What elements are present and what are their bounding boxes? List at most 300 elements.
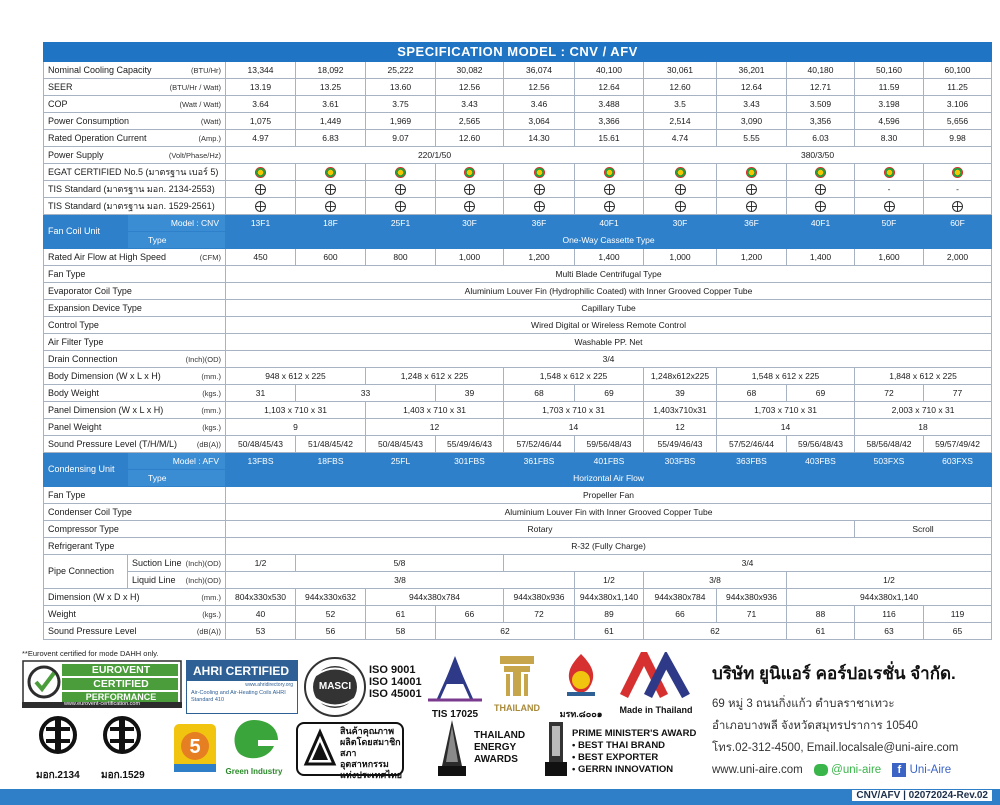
iso-14001: ISO 14001 (369, 676, 422, 688)
condensing-model: 401FBS (575, 453, 644, 470)
row-tis1 (44, 181, 992, 198)
thailand-trusted-text: THAILAND (494, 703, 540, 713)
tis-mark-icon (717, 198, 787, 215)
eurovent-line-1: EUROVENT (91, 664, 151, 676)
value-cell: 6.03 (787, 130, 855, 147)
tis-2134-label: มอก.2134 (36, 770, 80, 781)
value-cell: 3.509 (787, 96, 855, 113)
fancoil-model: 30F (644, 215, 717, 232)
row-label (44, 368, 226, 385)
energy-award-l1: THAILAND (474, 730, 526, 741)
row-pipe-suction (44, 555, 992, 572)
eurovent-line-3: PERFORMANCE (85, 692, 157, 702)
fancoil-model: 36F (717, 215, 787, 232)
label-text: TIS Standard (มาตรฐาน มอก. 2134-2553) (48, 183, 215, 194)
row-egat (44, 164, 992, 181)
thailand-trusted-logo (486, 654, 548, 712)
value-cell: Washable PP. Net (226, 334, 992, 351)
row-condensing-type (44, 470, 992, 487)
condensing-model: 13FBS (226, 453, 296, 470)
value-cell: 944x330x632 (296, 589, 366, 606)
company-facebook-link[interactable]: Uni-Aire (909, 764, 952, 776)
row-soundfc (44, 436, 992, 453)
value-cell: 1,969 (366, 113, 436, 130)
condensing-type-label: Type (128, 470, 226, 487)
label-text: Weight (48, 608, 76, 619)
pm-award-trophy-icon (543, 720, 569, 778)
row-label (44, 79, 226, 96)
value-cell: 65 (924, 623, 992, 640)
value-cell: - (924, 181, 992, 198)
value-cell: 13,344 (226, 62, 296, 79)
label-text: Refrigerant Type (48, 540, 115, 551)
row-label (44, 351, 226, 368)
value-cell: 36,074 (504, 62, 575, 79)
egat-label-icon (366, 164, 436, 181)
value-cell: 14 (504, 419, 644, 436)
tis-mark-icon (855, 198, 924, 215)
value-cell: 1,000 (644, 249, 717, 266)
label-text: Fan Type (48, 268, 86, 279)
value-cell: 2,514 (644, 113, 717, 130)
value-cell: 3.64 (226, 96, 296, 113)
value-cell: 944x380x936 (717, 589, 787, 606)
value-cell: 3.198 (855, 96, 924, 113)
row-control (44, 317, 992, 334)
value-cell: 9.07 (366, 130, 436, 147)
company-address-2: อำเภอบางพลี จังหวัดสมุทรปราการ 10540 (712, 720, 918, 732)
eurovent-line-2: CERTIFIED (93, 678, 149, 690)
value-cell: 55/49/46/43 (644, 436, 717, 453)
company-address-1: 69 หมู่ 3 ถนนกิ่งแก้ว ตำบลราชาเทวะ (712, 698, 895, 710)
label-text: EGAT CERTIFIED No.5 (มาตรฐาน เบอร์ 5) (48, 166, 219, 177)
value-cell: 66 (436, 606, 504, 623)
fancoil-model: 40F1 (575, 215, 644, 232)
row-pipe-liquid (44, 572, 992, 589)
value-cell: 13.19 (226, 79, 296, 96)
unit-text: (kgs.) (202, 422, 221, 432)
unit-text: (mm.) (201, 592, 221, 602)
unit-text: (Watt / Watt) (179, 99, 221, 109)
label-text: Power Consumption (48, 115, 130, 126)
tis-mark-icon (436, 198, 504, 215)
row-paneldim (44, 402, 992, 419)
value-cell: 3.61 (296, 96, 366, 113)
value-cell: 59/57/49/42 (924, 436, 992, 453)
value-cell: 39 (436, 385, 504, 402)
value-cell: 1,403x710x31 (644, 402, 717, 419)
value-cell: 1,703 x 710 x 31 (717, 402, 855, 419)
value-cell: 1,848 x 612 x 225 (855, 368, 992, 385)
row-refrigerant (44, 538, 992, 555)
fti-line-1: สินค้าคุณภาพ (340, 726, 395, 736)
label-text: Rated Operation Current (48, 132, 147, 143)
value-cell: 8.30 (855, 130, 924, 147)
value-cell: 6.83 (296, 130, 366, 147)
green-industry-text: Green Industry (225, 767, 283, 776)
fancoil-type: One-Way Cassette Type (226, 232, 992, 249)
value-cell: 36,201 (717, 62, 787, 79)
value-cell: 1,403 x 710 x 31 (366, 402, 504, 419)
row-bodydim (44, 368, 992, 385)
value-cell: - (855, 181, 924, 198)
condensing-model: 361FBS (504, 453, 575, 470)
condensing-model: 503FXS (855, 453, 924, 470)
unit-text: (mm.) (201, 371, 221, 381)
energy-label-5-icon (170, 722, 220, 774)
value-cell: 55/49/46/43 (436, 436, 504, 453)
row-label (44, 334, 226, 351)
pm-award-item-2: • BEST EXPORTER (572, 752, 659, 763)
value-cell: 9 (226, 419, 366, 436)
condensing-model: 303FBS (644, 453, 717, 470)
unit-text: (mm.) (201, 405, 221, 415)
condensing-type: Horizontal Air Flow (226, 470, 992, 487)
row-cucoil (44, 504, 992, 521)
unit-text: (Volt/Phase/Hz) (168, 150, 221, 160)
row-label (44, 385, 226, 402)
value-cell: 62 (644, 623, 787, 640)
value-cell: 450 (226, 249, 296, 266)
energy-award-l3: AWARDS (474, 754, 518, 765)
condensing-model: 363FBS (717, 453, 787, 470)
unit-text: (BTU/Hr) (191, 65, 221, 75)
value-cell: 14 (717, 419, 855, 436)
value-cell: 600 (296, 249, 366, 266)
value-cell: 800 (366, 249, 436, 266)
ahri-certified-logo (186, 660, 298, 714)
value-cell: 3.106 (924, 96, 992, 113)
label-text: Sound Pressure Level (48, 625, 137, 636)
pm-award-title: PRIME MINISTER'S AWARD (572, 728, 697, 739)
iso-9001: ISO 9001 (369, 664, 416, 676)
row-label (44, 198, 226, 215)
value-cell: 3/4 (504, 555, 992, 572)
company-line-link[interactable]: @uni-aire (831, 764, 882, 776)
fancoil-model: 60F (924, 215, 992, 232)
made-in-thailand-text: Made in Thailand (619, 705, 693, 715)
spec-table (43, 42, 992, 640)
tis-mark-icon (366, 181, 436, 198)
value-cell: 61 (366, 606, 436, 623)
condensing-model: 603FXS (924, 453, 992, 470)
row-seer (44, 79, 992, 96)
label-text: Nominal Cooling Capacity (48, 64, 152, 75)
label-text: Panel Weight (48, 421, 102, 432)
condensing-model: 301FBS (436, 453, 504, 470)
value-cell: 380/3/50 (644, 147, 992, 164)
fancoil-model: 13F1 (226, 215, 296, 232)
value-cell: 944x380x1,140 (575, 589, 644, 606)
row-label (44, 147, 226, 164)
value-cell: 116 (855, 606, 924, 623)
row-label (44, 266, 226, 283)
title-row (44, 43, 992, 62)
fti-quality-logo (296, 722, 404, 780)
row-expansion (44, 300, 992, 317)
tis-mark-icon (644, 181, 717, 198)
value-cell: 2,565 (436, 113, 504, 130)
value-cell: 56 (296, 623, 366, 640)
value-cell: 68 (717, 385, 787, 402)
value-cell: 71 (717, 606, 787, 623)
condensing-model: 25FL (366, 453, 436, 470)
value-cell: 2,000 (924, 249, 992, 266)
label-text: Body Weight (48, 387, 99, 398)
footer-bar (0, 789, 1000, 805)
row-bodyweight (44, 385, 992, 402)
company-contact: โทร.02-312-4500, Email.localsale@uni-aire.com (712, 742, 959, 754)
mrt-text: มรท.๘๐๐๑ (559, 709, 603, 719)
fancoil-model: 25F1 (366, 215, 436, 232)
value-cell: 25,222 (366, 62, 436, 79)
value-cell: 58 (366, 623, 436, 640)
value-cell: 40 (226, 606, 296, 623)
value-cell: 50/48/45/43 (366, 436, 436, 453)
fancoil-model: 30F (436, 215, 504, 232)
value-cell: 88 (787, 606, 855, 623)
tis-1529-label: มอก.1529 (101, 770, 145, 781)
value-cell: 1,400 (575, 249, 644, 266)
value-cell: 3,366 (575, 113, 644, 130)
suction-text: Suction Line (132, 557, 182, 568)
value-cell: 51/48/45/42 (296, 436, 366, 453)
value-cell: 5.55 (717, 130, 787, 147)
tis-mark-icon (504, 198, 575, 215)
company-web-row (712, 759, 992, 781)
value-cell: 63 (855, 623, 924, 640)
value-cell: Multi Blade Centrifugal Type (226, 266, 992, 283)
eurovent-note: **Eurovent certified for mode DAHH only. (22, 649, 159, 658)
label-text: Air Filter Type (48, 336, 104, 347)
value-cell: 13.25 (296, 79, 366, 96)
energy-award-text (474, 730, 525, 766)
row-compressor (44, 521, 992, 538)
fancoil-model: 18F (296, 215, 366, 232)
tis-mark-icon (787, 198, 855, 215)
egat-label-icon (644, 164, 717, 181)
row-cusound (44, 623, 992, 640)
value-cell: 39 (644, 385, 717, 402)
tis-mark-icon (226, 198, 296, 215)
value-cell: 948 x 612 x 225 (226, 368, 366, 385)
condensing-section-label: Condensing Unit (44, 453, 128, 487)
egat-label-icon (296, 164, 366, 181)
facebook-icon: f (892, 763, 906, 777)
label-text: Compressor Type (48, 523, 119, 534)
value-cell: 1,248 x 612 x 225 (366, 368, 504, 385)
unit-text: (kgs.) (202, 388, 221, 398)
value-cell: 12.64 (717, 79, 787, 96)
ahri-sub: Air-Cooling and Air-Heating Coils AHRI Standard 410 (191, 690, 286, 703)
row-label (44, 300, 226, 317)
eurovent-logo (22, 660, 182, 708)
label-text: Panel Dimension (W x L x H) (48, 404, 164, 415)
row-drain (44, 351, 992, 368)
row-supply (44, 147, 992, 164)
label-text: Fan Type (48, 489, 86, 500)
egat-label-icon (226, 164, 296, 181)
value-cell: 12.64 (575, 79, 644, 96)
value-cell: 1,200 (717, 249, 787, 266)
fancoil-model-label: Model : CNV (128, 215, 226, 232)
company-info (712, 660, 992, 781)
value-cell: 40,100 (575, 62, 644, 79)
value-cell: 12 (644, 419, 717, 436)
unit-text: (kgs.) (202, 609, 221, 619)
row-label (44, 589, 226, 606)
row-fancoil-type (44, 232, 992, 249)
unit-text: (Amp.) (198, 133, 221, 143)
row-label (44, 317, 226, 334)
spec-title: SPECIFICATION MODEL : CNV / AFV (44, 43, 992, 62)
fancoil-model: 50F (855, 215, 924, 232)
label-text: Body Dimension (W x L x H) (48, 370, 161, 381)
value-cell: 50/48/45/43 (226, 436, 296, 453)
value-cell: 18,092 (296, 62, 366, 79)
company-website-link[interactable]: www.uni-aire.com (712, 764, 803, 776)
row-label (44, 521, 226, 538)
value-cell: R-32 (Fully Charge) (226, 538, 992, 555)
value-cell: 3.43 (436, 96, 504, 113)
egat-label-icon (436, 164, 504, 181)
tis-17025-text: TIS 17025 (431, 709, 479, 720)
label-text: TIS Standard (มาตรฐาน มอก. 1529-2561) (48, 200, 215, 211)
tis-mark-icon (644, 198, 717, 215)
row-label (44, 62, 226, 79)
value-cell: 1/2 (787, 572, 992, 589)
row-fantype (44, 266, 992, 283)
value-cell: 59/56/48/43 (575, 436, 644, 453)
value-cell: 3,356 (787, 113, 855, 130)
value-cell: 4.74 (644, 130, 717, 147)
fti-line-4: แห่งประเทศไทย (340, 770, 402, 780)
tis-mark-icon (226, 181, 296, 198)
egat-label-icon (924, 164, 992, 181)
made-in-thailand-logo (614, 652, 698, 714)
value-cell: 12.56 (504, 79, 575, 96)
value-cell: 18 (855, 419, 992, 436)
masci-text: MASCI (318, 681, 352, 692)
row-filter (44, 334, 992, 351)
label-text: SEER (48, 81, 73, 92)
value-cell: 9.98 (924, 130, 992, 147)
tis-mark-icon (575, 181, 644, 198)
value-cell: Wired Digital or Wireless Remote Control (226, 317, 992, 334)
value-cell: 72 (855, 385, 924, 402)
fancoil-section-label: Fan Coil Unit (44, 215, 128, 249)
fancoil-type-label: Type (128, 232, 226, 249)
iso-45001: ISO 45001 (369, 688, 422, 700)
value-cell: 1,548 x 612 x 225 (717, 368, 855, 385)
value-cell: 1,200 (504, 249, 575, 266)
value-cell: 72 (504, 606, 575, 623)
label-text: Power Supply (48, 149, 104, 160)
unit-text: (BTU/Hr / Watt) (169, 82, 221, 92)
row-label (44, 436, 226, 453)
value-cell: 11.59 (855, 79, 924, 96)
value-cell: 1/2 (226, 555, 296, 572)
label-text: COP (48, 98, 68, 109)
value-cell: 57/52/46/44 (504, 436, 575, 453)
fti-line-3: สภาอุตสาหกรรม (340, 748, 389, 769)
label-text: Dimension (W x D x H) (48, 591, 140, 602)
mrt-8001-logo (555, 650, 607, 719)
row-label (44, 419, 226, 436)
value-cell: 1,248x612x225 (644, 368, 717, 385)
value-cell: 3,064 (504, 113, 575, 130)
value-cell: 1,075 (226, 113, 296, 130)
value-cell: Propeller Fan (226, 487, 992, 504)
value-cell: 5/8 (296, 555, 504, 572)
value-cell: Rotary (226, 521, 855, 538)
value-cell: 66 (644, 606, 717, 623)
value-cell: 33 (296, 385, 436, 402)
company-name: บริษัท ยูนิแอร์ คอร์ปอเรชั่น จำกัด. (712, 664, 956, 683)
pm-award-item-1: • BEST THAI BRAND (572, 740, 666, 751)
condensing-model: 403FBS (787, 453, 855, 470)
value-cell: 31 (226, 385, 296, 402)
label-text: Sound Pressure Level (T/H/M/L) (48, 438, 178, 449)
row-power (44, 113, 992, 130)
row-cudim (44, 589, 992, 606)
document-reference: CNV/AFV | 02072024-Rev.02 (852, 790, 992, 801)
value-cell: 3.46 (504, 96, 575, 113)
value-cell: 11.25 (924, 79, 992, 96)
value-cell: Capillary Tube (226, 300, 992, 317)
row-condensing-model (44, 453, 992, 470)
row-fancoil-model (44, 215, 992, 232)
value-cell: 804x330x530 (226, 589, 296, 606)
unit-text: (Inch)(OD) (185, 575, 221, 585)
value-cell: 40,180 (787, 62, 855, 79)
unit-text: (dB(A)) (196, 439, 221, 449)
energy-award-trophy-icon (432, 718, 472, 778)
value-cell: 1,703 x 710 x 31 (504, 402, 644, 419)
row-current (44, 130, 992, 147)
value-cell: 220/1/50 (226, 147, 644, 164)
value-cell: 68 (504, 385, 575, 402)
line-icon (814, 764, 828, 776)
value-cell: Aluminium Louver Fin with Inner Grooved Copper Tube (226, 504, 992, 521)
label-text: Evaporator Coil Type (48, 285, 132, 296)
green-industry-logo (224, 716, 284, 776)
row-label (44, 249, 226, 266)
tis-1529-logo (102, 715, 142, 767)
value-cell: 3.488 (575, 96, 644, 113)
value-cell: 69 (575, 385, 644, 402)
value-cell: 944x380x936 (504, 589, 575, 606)
row-cooling (44, 62, 992, 79)
condensing-model-label: Model : AFV (128, 453, 226, 470)
value-cell: 69 (787, 385, 855, 402)
label-text: Drain Connection (48, 353, 118, 364)
value-cell: 3/8 (644, 572, 787, 589)
value-cell: 3.43 (717, 96, 787, 113)
label-text: Rated Air Flow at High Speed (48, 251, 167, 262)
value-cell: 2,003 x 710 x 31 (855, 402, 992, 419)
egat-label-icon (855, 164, 924, 181)
fti-line-2: ผลิตโดยสมาชิก (340, 737, 401, 747)
row-label (44, 504, 226, 521)
value-cell: 13.60 (366, 79, 436, 96)
tis-mark-icon (296, 181, 366, 198)
row-label (44, 130, 226, 147)
energy-award-l2: ENERGY (474, 742, 517, 753)
pm-award-text (572, 728, 696, 776)
value-cell: 57/52/46/44 (717, 436, 787, 453)
value-cell: 58/56/48/42 (855, 436, 924, 453)
